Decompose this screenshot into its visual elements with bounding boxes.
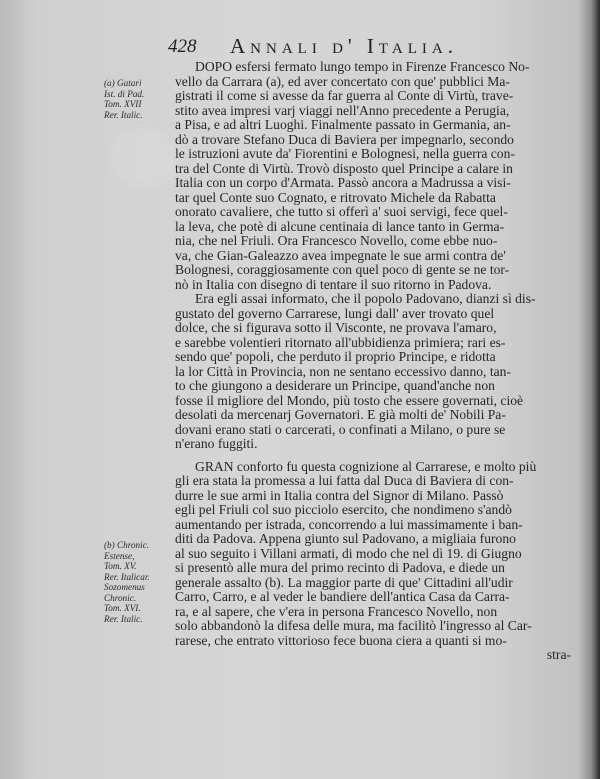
- text-line: solo abbandonò la difesa delle mura, ma facilitò l'ingresso al Car-: [175, 619, 532, 633]
- text-line: va, che Gian-Galeazzo avea impegnate le sue armi contra de': [175, 248, 506, 263]
- text-line: gli era stata la promessa a lui fatta dal Duca di Baviera di con-: [175, 474, 514, 488]
- text-line: ra, e al sapere, che v'era in persona Francesco Novello, non: [175, 604, 498, 619]
- text-line: e sarebbe volentieri ritornato all'ubbidienza primiera; rari es-: [175, 335, 506, 350]
- text-line: onorato cavaliere, che tutto si offerì a' suoi servigi, fece quel-: [175, 205, 508, 219]
- text-line: n'erano fuggiti.: [175, 437, 258, 451]
- text-line: nò in Italia con disegno di tentare il suo ritorno in Padova.: [175, 277, 492, 292]
- text-line: fosse il migliore del Mondo, più tosto che essere governati, cioè: [175, 393, 524, 408]
- text-line: durre le sue armi in Italia contra del Signor di Milano. Passò: [175, 488, 504, 503]
- margin-note-line: Sozomenus: [104, 582, 145, 592]
- catchword: stra-: [546, 648, 571, 662]
- text-line: al suo seguito i Villani armati, di modo che nel dì 19. di Giugno: [175, 546, 522, 561]
- body-text: [175, 60, 571, 663]
- text-line: DOPO esfersi fermato lungo tempo in Firenze Francesco No-: [195, 60, 530, 74]
- text-line: to che giungono a desiderare un Principe, quand'anche non: [175, 379, 495, 393]
- margin-note-line: Rer. Italic.: [104, 613, 143, 624]
- margin-note-b: [104, 540, 174, 624]
- text-line: dolce, che si figurava sotto il Visconte, ne provava l'amaro,: [175, 321, 497, 335]
- page-header: [168, 34, 508, 62]
- margin-note-line: (b) Chronic.: [104, 540, 150, 550]
- text-line: GRAN conforto fu questa cognizione al Carrarese, e molto più: [195, 459, 537, 474]
- margin-note-line: Tom. XVI.: [104, 603, 141, 613]
- margin-note-a: [104, 78, 174, 120]
- text-line: si presentò alle mura del primo recinto di Padova, e diede un: [175, 561, 505, 575]
- text-line: dò a trovare Stefano Duca di Baviera per impegnarlo, secondo: [175, 132, 514, 147]
- margin-note-line: Tom. XVII: [104, 99, 142, 109]
- faded-stamp-mark: [108, 128, 178, 188]
- text-line: aumentando per istrada, concorrendo a lui massimamente i ban-: [175, 517, 523, 532]
- text-line: Italia con un corpo d'Armata. Passò ancora a Madrussa a visi-: [175, 176, 511, 190]
- text-line: tar quel Conte suo Cognato, e ritrovato Michele da Rabatta: [175, 190, 496, 205]
- page-edge-shadow: [578, 0, 600, 779]
- text-line: Carro, Carro, e al veder le bandiere dell'antica Casa da Carra-: [175, 590, 510, 604]
- text-line: tra del Conte di Virtù. Trovò disposto quel Principe a calare in: [175, 161, 513, 176]
- running-head: Annali d' Italia.: [230, 34, 458, 58]
- text-line: le istruzioni avute da' Fiorentini e Bolognesi, nella guerra con-: [175, 147, 515, 161]
- text-line: nia, che nel Friuli. Ora Francesco Novello, come ebbe nuo-: [175, 234, 498, 248]
- text-line: generale assalto (b). La maggior parte di que' Cittadini all'udir: [175, 575, 513, 590]
- text-line: Bolognesi, coraggiosamente con quel poco di gente se ne tor-: [175, 263, 510, 277]
- margin-note-line: Chronic.: [104, 592, 137, 603]
- margin-note-line: Ist. di Pad.: [104, 88, 145, 99]
- text-line: la lor Città in Provincia, non ne sentano eccessivo danno, tan-: [175, 364, 511, 379]
- text-line: stito avea impresi varj viaggi nell'Anno precedente a Perugia,: [175, 103, 510, 118]
- margin-note-line: Tom. XV.: [104, 561, 137, 571]
- page-number: 428: [168, 36, 197, 57]
- text-line: rarese, che entrato vittorioso fece buona ciera a quanti si mo-: [175, 633, 507, 648]
- text-line: diti da Padova. Appena giunto sul Padovano, a migliaia furono: [175, 532, 516, 546]
- margin-note-line: Rer. Italic.: [104, 109, 143, 120]
- text-line: a Pisa, e ad altri Luoghi. Finalmente passato in Germania, an-: [175, 118, 511, 132]
- text-line: gustato del governo Carrarese, lungi dall' aver trovato quel: [175, 306, 495, 321]
- margin-note-line: (a) Gatari: [104, 78, 142, 88]
- text-line: sendo que' popoli, che perduto il proprio Principe, e ridotta: [175, 350, 496, 364]
- text-line: vello da Carrara (a), ed aver concertato con que' pubblici Ma-: [175, 74, 510, 89]
- text-line: Era egli assai informato, che il popolo Padovano, dianzi sì dis-: [195, 292, 536, 306]
- text-line: gistrati il come si avesse da far guerra al Conte di Virtù, trave-: [175, 89, 514, 103]
- margin-note-line: Estense,: [104, 550, 135, 561]
- text-line: desolati da mercenarj Governatori. E già molti de' Nobili Pa-: [175, 408, 506, 422]
- text-line: egli pel Friuli col suo picciolo esercito, che nondimeno s'andò: [175, 503, 512, 517]
- margin-note-line: Rer. Italicar.: [104, 571, 150, 582]
- text-line: la leva, che potè di alcune centinaia di lance tanto in Germa-: [175, 219, 505, 234]
- text-line: dovani erano stati o carcerati, o confinati a Milano, o pure se: [175, 422, 506, 437]
